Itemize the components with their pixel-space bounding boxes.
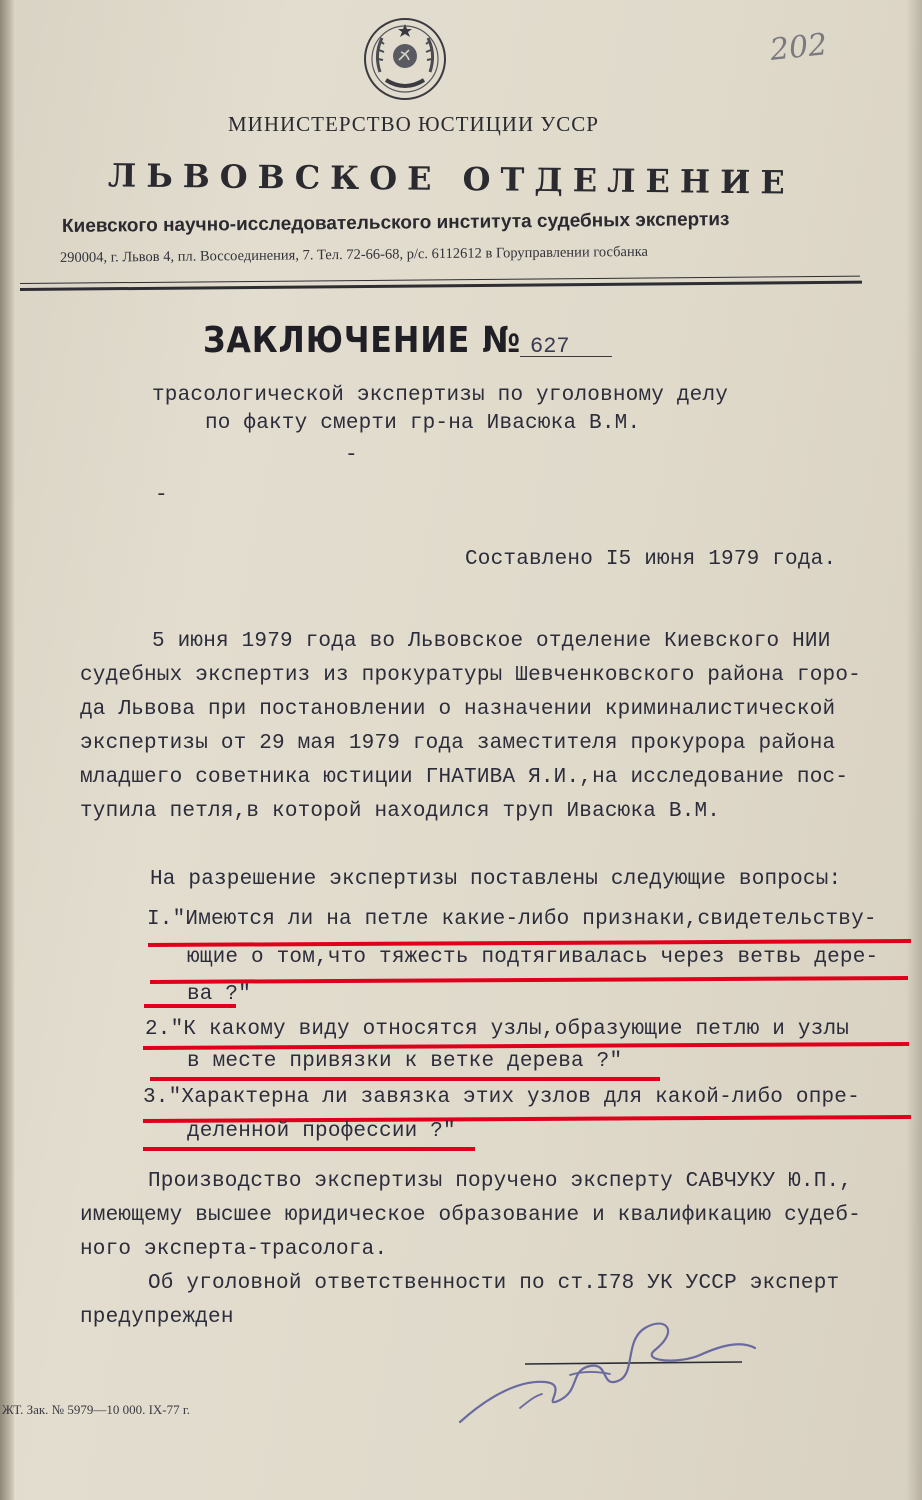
intro-line: тупила петля,в которой находился труп Ивасюка В.М.: [80, 800, 721, 823]
questions-intro: На разрешение экспертизы поставлены следующие вопросы:: [150, 868, 842, 891]
document-title: ЗАКЛЮЧЕНИЕ №: [203, 320, 522, 361]
question-line: ющие о том,что тяжесть подтягивалась через ветвь дере-: [187, 946, 879, 969]
intro-line: 5 июня 1979 года во Львовское отделение Киевского НИИ: [152, 630, 831, 653]
number-underline: [520, 356, 612, 357]
intro-line: младшего советника юстиции ГНАТИВА Я.И.,на исследование пос-: [80, 766, 849, 789]
intro-line: экспертизы от 29 мая 1979 года заместителя прокурора района: [80, 732, 836, 755]
subtitle-line: по факту смерти гр-на Ивасюка В.М.: [205, 412, 641, 435]
document-number: 627: [530, 334, 570, 359]
red-underline: [143, 1147, 475, 1151]
intro-line: судебных экспертиз из прокуратуры Шевченковского района горо-: [80, 664, 861, 687]
red-underline: [144, 1004, 236, 1008]
ministry-heading: МИНИСТЕРСТВО ЮСТИЦИИ УССР: [228, 112, 599, 136]
red-underline: [150, 976, 908, 984]
assignment-line: Производство экспертизы поручено эксперту САВЧУКУ Ю.П.,: [148, 1170, 853, 1193]
department-heading: ЛЬВОВСКОЕ ОТДЕЛЕНИЕ: [107, 156, 795, 202]
question-line: в месте привязки к ветке дерева ?": [187, 1050, 623, 1073]
assignment-line: имеющему высшее юридическое образование и квалификацию судеб-: [80, 1204, 861, 1227]
binding-gutter: [0, 0, 14, 1500]
warning-line: Об уголовной ответственности по ст.I78 УК УССР эксперт: [148, 1272, 840, 1295]
print-footer: ЖТ. Зак. № 5979—10 000. IX-77 г.: [2, 1402, 190, 1417]
date-line: Составлено I5 июня 1979 года.: [465, 548, 837, 571]
assignment-line: ного эксперта-трасолога.: [80, 1238, 388, 1261]
institute-heading: Киевского научно-исследовательского института судебных экспертиз: [61, 209, 730, 237]
address-line: 290004, г. Львов 4, пл. Воссоединения, 7. Тел. 72-66-68, р/с. 6112612 в Горуправлении госбанка: [59, 243, 649, 266]
question-line: 3."Характерна ли завязка этих узлов для какой-либо опре-: [143, 1086, 860, 1109]
red-underline: [143, 1042, 909, 1050]
subtitle-line: трасологической экспертизы по уголовному делу: [152, 384, 729, 407]
separator-dash: -: [345, 444, 358, 467]
separator-dash: -: [155, 484, 168, 507]
red-underline: [150, 1077, 660, 1081]
question-line: деленной профессии ?": [187, 1120, 456, 1143]
ussr-emblem-icon: [360, 14, 450, 104]
question-line: 2."К какому виду относятся узлы,образующие петлю и узлы: [145, 1018, 850, 1041]
question-line: ва ?": [187, 983, 252, 1006]
page-edge: [906, 0, 922, 1500]
question-line: I."Имеются ли на петле какие-либо признаки,свидетельству-: [147, 908, 877, 931]
page-number: 202: [768, 27, 829, 68]
warning-line: предупрежден: [80, 1306, 234, 1329]
intro-line: да Львова при постановлении о назначении криминалистической: [80, 698, 836, 721]
expert-signature: [450, 1300, 780, 1440]
